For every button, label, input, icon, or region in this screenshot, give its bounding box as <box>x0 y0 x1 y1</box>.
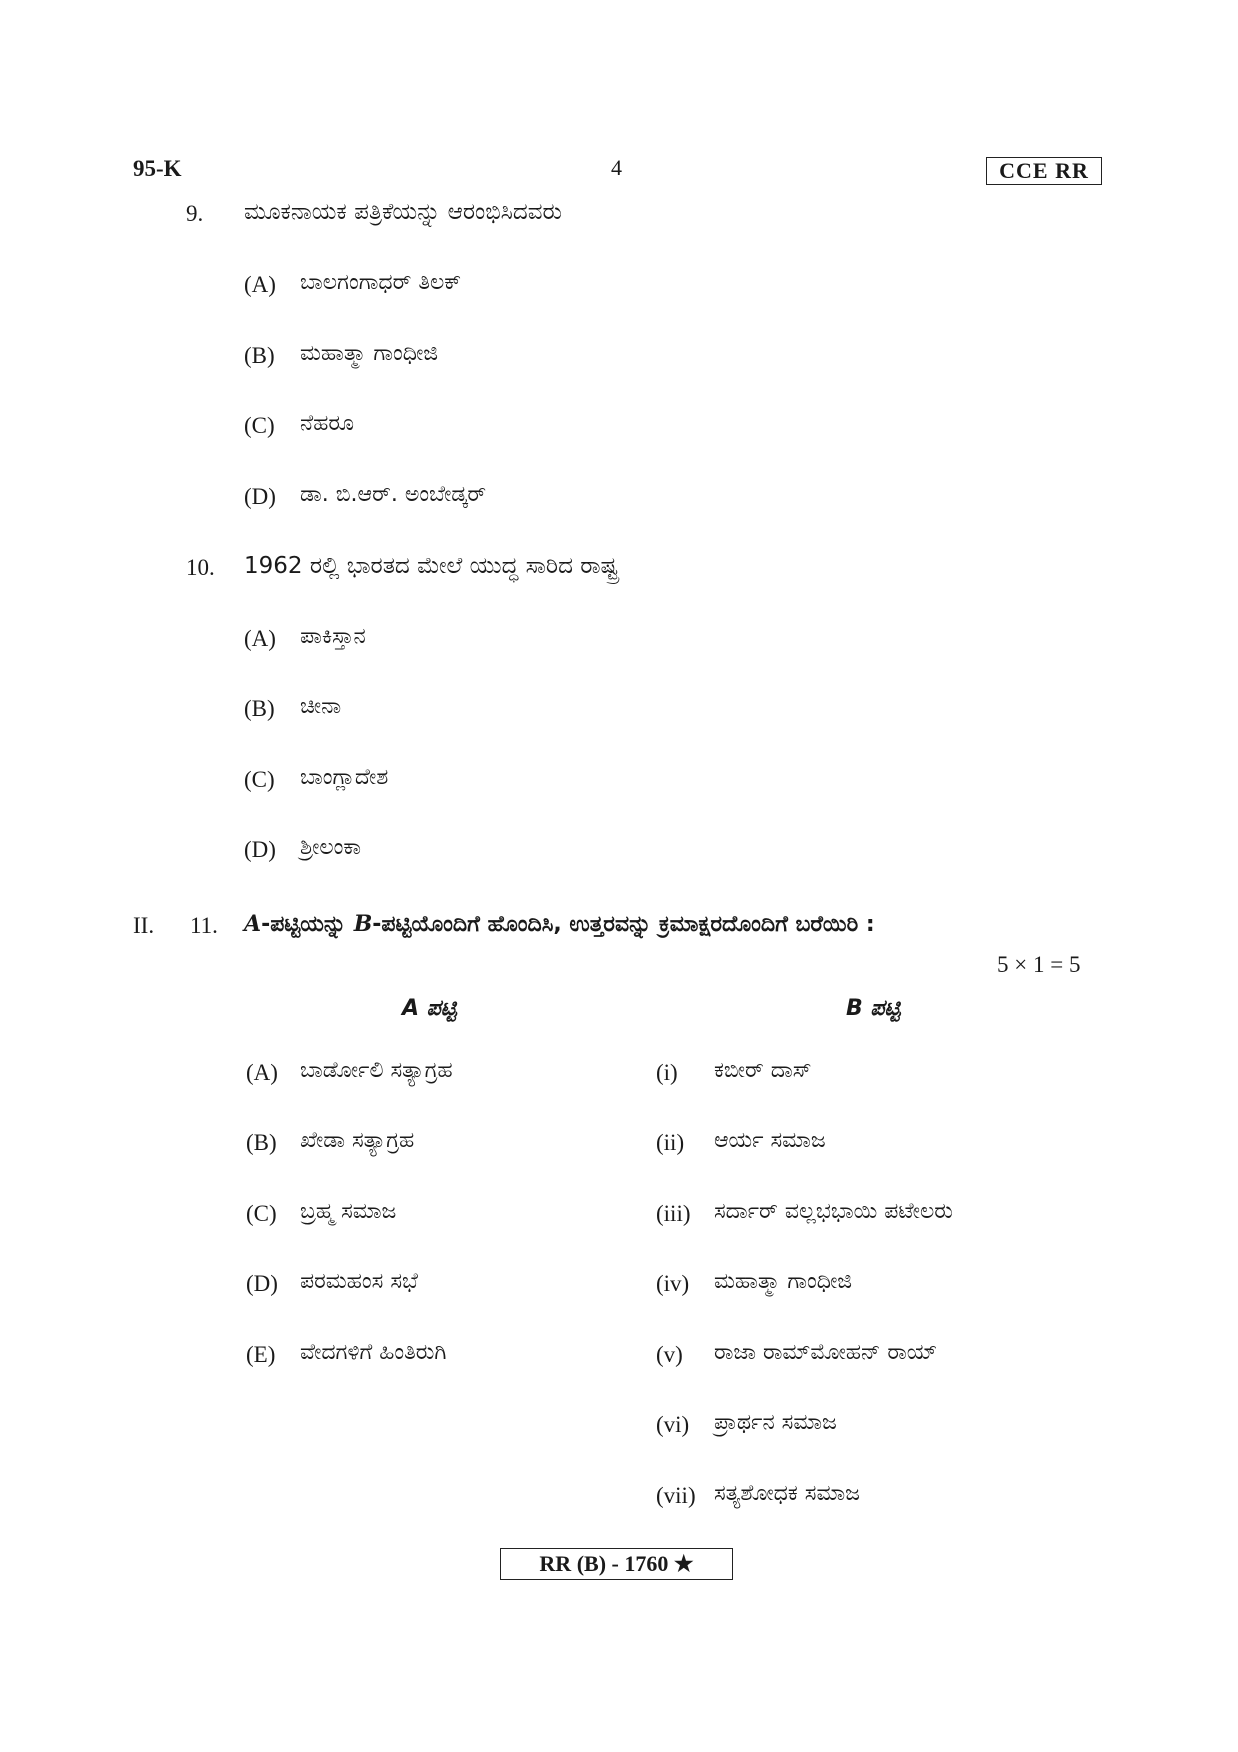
section-ii-number: II. <box>133 913 155 938</box>
paper-code: 95-K <box>133 156 182 181</box>
q10-option-c-text: ಬಾಂಗ್ಲಾದೇಶ <box>300 765 389 790</box>
list-b-item-v-label: (v) <box>656 1342 683 1367</box>
list-b-item-v-text: ರಾಜಾ ರಾಮ್‌ಮೋಹನ್ ರಾಯ್ <box>714 1340 938 1365</box>
q9-option-d-text: ಡಾ. ಬಿ.ಆರ್. ಅಂಬೇಡ್ಕರ್ <box>300 482 487 507</box>
q10-option-b-text: ಚೀನಾ <box>300 694 342 719</box>
list-a-item-e-text: ವೇದಗಳಿಗೆ ಹಿಂತಿರುಗಿ <box>300 1340 447 1365</box>
q10-option-d-text: ಶ್ರೀಲಂಕಾ <box>300 835 362 860</box>
list-b-item-iii-label: (iii) <box>656 1201 691 1226</box>
question-10-number: 10. <box>186 555 215 580</box>
q10-option-a-text: ಪಾಕಿಸ್ತಾನ <box>300 624 366 649</box>
list-a-item-b-text: ಖೇಡಾ ಸತ್ಯಾಗ್ರಹ <box>300 1128 415 1153</box>
list-a-item-c-label: (C) <box>246 1201 277 1226</box>
page-number: 4 <box>611 155 622 180</box>
list-a-item-a-label: (A) <box>246 1060 278 1085</box>
q9-option-b-label: (B) <box>244 343 275 368</box>
list-a-item-d-label: (D) <box>246 1271 278 1296</box>
list-a-item-e-label: (E) <box>246 1342 276 1367</box>
question-9-text: ಮೂಕನಾಯಕ ಪತ್ರಿಕೆಯನ್ನು ಆರಂಭಿಸಿದವರು <box>244 199 562 225</box>
marks-allocation: 5 × 1 = 5 <box>997 952 1081 977</box>
q10-option-c-label: (C) <box>244 767 275 792</box>
list-b-item-vi-text: ಪ್ರಾರ್ಥನ ಸಮಾಜ <box>714 1410 837 1435</box>
cce-rr-badge: CCE RR <box>986 157 1102 185</box>
list-a-item-d-text: ಪರಮಹಂಸ ಸಭೆ <box>300 1269 418 1294</box>
list-b-item-iv-label: (iv) <box>656 1271 690 1296</box>
list-b-item-iv-text: ಮಹಾತ್ಮಾ ಗಾಂಧೀಜಿ <box>714 1269 853 1294</box>
list-b-item-ii-text: ಆರ್ಯ ಸಮಾಜ <box>714 1128 826 1153</box>
q10-option-a-label: (A) <box>244 626 276 651</box>
list-a-item-b-label: (B) <box>246 1130 277 1155</box>
q9-option-b-text: ಮಹಾತ್ಮಾ ಗಾಂಧೀಜಿ <box>300 341 439 366</box>
list-a-word: A <box>244 911 262 937</box>
q9-option-c-label: (C) <box>244 413 275 438</box>
question-9-number: 9. <box>186 201 204 226</box>
list-b-item-vii-label: (vii) <box>656 1483 696 1508</box>
question-11-number: 11. <box>190 913 218 938</box>
list-b-item-i-label: (i) <box>656 1060 678 1085</box>
question-11-instruction <box>244 911 875 937</box>
column-a-heading: A ಪಟ್ಟಿ <box>402 996 457 1021</box>
q9-option-d-label: (D) <box>244 484 276 509</box>
column-b-heading: B ಪಟ್ಟಿ <box>846 996 901 1021</box>
q9-option-a-text: ಬಾಲಗಂಗಾಧರ್ ತಿಲಕ್ <box>300 270 462 295</box>
instruction-part2: -ಪಟ್ಟಿಯೊಂದಿಗೆ ಹೊಂದಿಸಿ, ಉತ್ತರವನ್ನು ಕ್ರಮಾಕ್ಷರದೊಂದಿಗೆ ಬರೆಯಿರಿ : <box>372 912 875 937</box>
list-b-item-vii-text: ಸತ್ಯಶೋಧಕ ಸಮಾಜ <box>714 1481 860 1506</box>
list-b-item-i-text: ಕಬೀರ್ ದಾಸ್ <box>714 1058 812 1083</box>
q10-option-b-label: (B) <box>244 696 275 721</box>
list-b-item-ii-label: (ii) <box>656 1130 685 1155</box>
list-b-item-vi-label: (vi) <box>656 1412 690 1437</box>
list-a-item-c-text: ಬ್ರಹ್ಮ ಸಮಾಜ <box>300 1199 397 1224</box>
footer-code-box: RR (B) - 1760 ★ <box>500 1548 733 1580</box>
list-a-item-a-text: ಬಾರ್ಡೋಲಿ ಸತ್ಯಾಗ್ರಹ <box>300 1058 453 1083</box>
list-b-item-iii-text: ಸರ್ದಾರ್ ವಲ್ಲಭಭಾಯಿ ಪಟೇಲರು <box>714 1199 953 1224</box>
q9-option-c-text: ನೆಹರೂ <box>300 411 355 436</box>
question-10-text: 1962 ರಲ್ಲಿ ಭಾರತದ ಮೇಲೆ ಯುದ್ಧ ಸಾರಿದ ರಾಷ್ಟ್ರ <box>244 553 619 579</box>
q10-option-d-label: (D) <box>244 837 276 862</box>
q9-option-a-label: (A) <box>244 272 276 297</box>
list-b-word: B <box>353 911 373 937</box>
instruction-part1: -ಪಟ್ಟಿಯನ್ನು <box>261 912 354 937</box>
